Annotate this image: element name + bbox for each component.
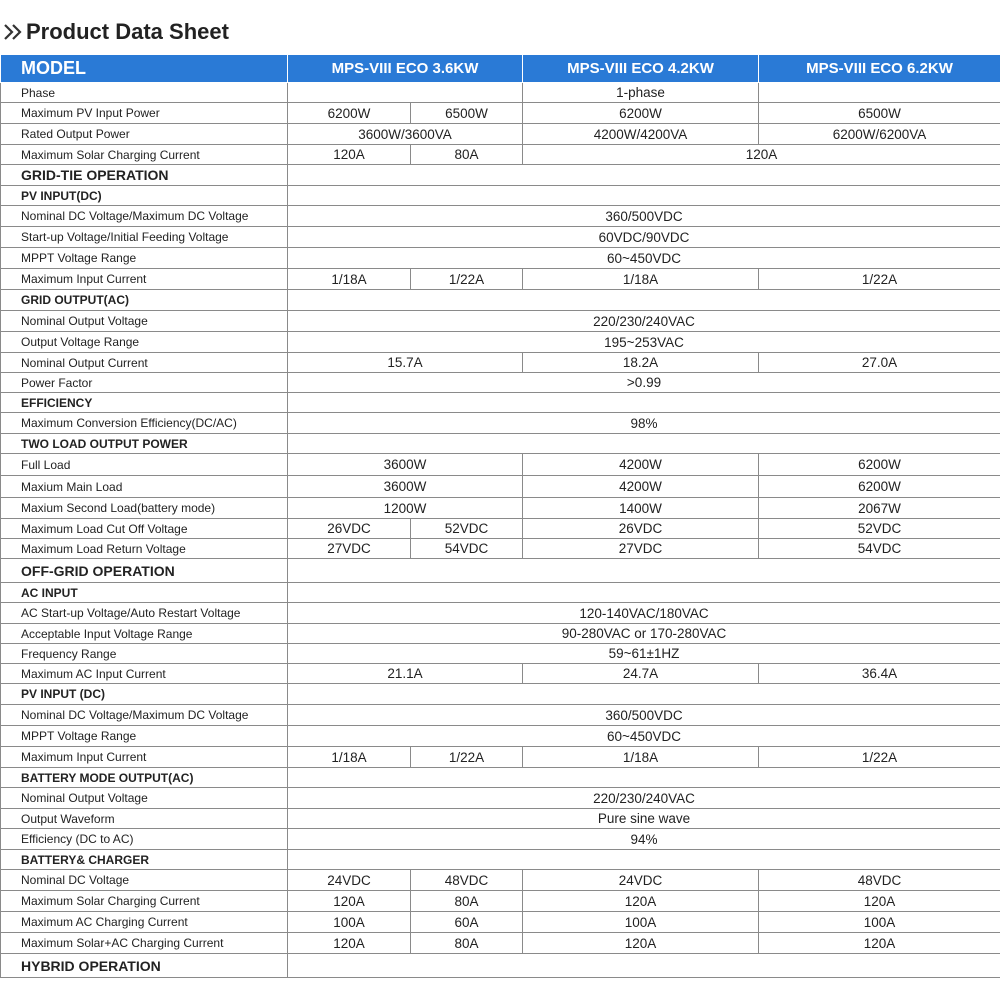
cell-value: 220/230/240VAC [288,788,1000,809]
cell-value: 1/22A [411,747,523,768]
cell-value: 120A [523,933,759,954]
cell-value: 120A [288,145,411,165]
row-label: Maximum PV Input Power [1,103,288,124]
subsection-title: BATTERY MODE OUTPUT(AC) [1,768,288,788]
cell-empty [288,684,1000,705]
row-label: Maximum Load Return Voltage [1,539,288,559]
cell-value: 1/22A [759,269,1000,290]
table-row [1,269,1000,290]
cell-empty [288,559,1000,583]
cell-value: 120A [288,933,411,954]
cell-value: 120A [759,933,1000,954]
subsection-title: PV INPUT(DC) [1,186,288,206]
cell-value: 90-280VAC or 170-280VAC [288,624,1000,644]
cell-value: 6500W [759,103,1000,124]
table-row [1,332,1000,353]
table-row [1,311,1000,332]
table-row [1,603,1000,624]
cell-empty [288,393,1000,413]
row-label: Maxium Second Load(battery mode) [1,498,288,519]
subsection-row [1,850,1000,870]
section-title: GRID-TIE OPERATION [1,165,288,186]
page-title: Product Data Sheet [26,19,229,44]
header-row [1,55,1000,83]
model-col-6-2kw: MPS-VIII ECO 6.2KW [759,55,1000,83]
subsection-title: PV INPUT (DC) [1,684,288,705]
row-label: Nominal DC Voltage [1,870,288,891]
cell-value: 54VDC [759,539,1000,559]
table-row [1,933,1000,954]
cell-value: 4200W [523,454,759,476]
cell-value: 80A [411,933,523,954]
section-title: HYBRID OPERATION [1,954,288,978]
row-label: Maximum Load Cut Off Voltage [1,519,288,539]
cell-value: 52VDC [759,519,1000,539]
row-label: Full Load [1,454,288,476]
cell-value: 1/18A [523,747,759,768]
row-label: Nominal Output Voltage [1,311,288,332]
table-row [1,891,1000,912]
subsection-title: AC INPUT [1,583,288,603]
subsection-row [1,434,1000,454]
cell-value: 3600W [288,476,523,498]
row-label: MPPT Voltage Range [1,248,288,269]
cell-value: 360/500VDC [288,206,1000,227]
subsection-row [1,290,1000,311]
subsection-row [1,684,1000,705]
cell-value: 27.0A [759,353,1000,373]
row-label: Maximum Solar+AC Charging Current [1,933,288,954]
table-row [1,103,1000,124]
cell-empty [759,83,1000,103]
cell-empty [288,583,1000,603]
cell-value: 26VDC [288,519,411,539]
cell-value: 36.4A [759,664,1000,684]
row-label: Output Voltage Range [1,332,288,353]
row-label: AC Start-up Voltage/Auto Restart Voltage [1,603,288,624]
table-row [1,498,1000,519]
cell-empty [288,434,1000,454]
cell-empty [288,83,523,103]
table-row [1,124,1000,145]
table-row [1,454,1000,476]
cell-value: 4200W [523,476,759,498]
table-row [1,870,1000,891]
double-chevron-right-icon [2,22,24,42]
cell-value: 6200W/6200VA [759,124,1000,145]
subsection-title: EFFICIENCY [1,393,288,413]
table-row [1,353,1000,373]
cell-value: 2067W [759,498,1000,519]
subsection-row [1,583,1000,603]
table-row [1,539,1000,559]
row-label: Phase [1,83,288,103]
row-label: Maximum Solar Charging Current [1,891,288,912]
table-row [1,248,1000,269]
row-label: Start-up Voltage/Initial Feeding Voltage [1,227,288,248]
cell-value: Pure sine wave [288,809,1000,829]
table-row [1,413,1000,434]
cell-value: 1200W [288,498,523,519]
model-col-3-6kw: MPS-VIII ECO 3.6KW [288,55,523,83]
subsection-row [1,186,1000,206]
cell-value: 120A [523,891,759,912]
table-row [1,705,1000,726]
row-label: Rated Output Power [1,124,288,145]
cell-value: 60A [411,912,523,933]
row-label: Maximum AC Charging Current [1,912,288,933]
cell-value: 4200W/4200VA [523,124,759,145]
table-row [1,829,1000,850]
subsection-title: TWO LOAD OUTPUT POWER [1,434,288,454]
row-label: Output Waveform [1,809,288,829]
table-row [1,227,1000,248]
cell-value: 15.7A [288,353,523,373]
cell-empty [288,954,1000,978]
cell-value: 48VDC [411,870,523,891]
section-row [1,954,1000,978]
row-label: Nominal DC Voltage/Maximum DC Voltage [1,705,288,726]
cell-value: 6200W [523,103,759,124]
cell-value: 360/500VDC [288,705,1000,726]
row-label: Nominal Output Voltage [1,788,288,809]
cell-value: 1/18A [523,269,759,290]
cell-value: 52VDC [411,519,523,539]
section-row [1,559,1000,583]
cell-value: 98% [288,413,1000,434]
cell-value: 60VDC/90VDC [288,227,1000,248]
cell-value: 100A [288,912,411,933]
table-row [1,206,1000,227]
cell-value: 24VDC [523,870,759,891]
cell-value: 6200W [288,103,411,124]
cell-value: 120A [288,891,411,912]
cell-value: 220/230/240VAC [288,311,1000,332]
cell-value: 120-140VAC/180VAC [288,603,1000,624]
table-row [1,726,1000,747]
cell-empty [288,850,1000,870]
subsection-title: GRID OUTPUT(AC) [1,290,288,311]
row-label: Efficiency (DC to AC) [1,829,288,850]
section-title: OFF-GRID OPERATION [1,559,288,583]
cell-value: 94% [288,829,1000,850]
table-row [1,519,1000,539]
subsection-row [1,768,1000,788]
row-label: Maxium Main Load [1,476,288,498]
row-label: Maximum Conversion Efficiency(DC/AC) [1,413,288,434]
cell-value: 21.1A [288,664,523,684]
cell-value: 60~450VDC [288,726,1000,747]
data-sheet-table [0,54,1000,978]
row-label: Acceptable Input Voltage Range [1,624,288,644]
table-row [1,747,1000,768]
cell-value: 100A [759,912,1000,933]
subsection-row [1,393,1000,413]
cell-value: 1400W [523,498,759,519]
cell-value: 1/22A [411,269,523,290]
model-col-4-2kw: MPS-VIII ECO 4.2KW [523,55,759,83]
row-label: MPPT Voltage Range [1,726,288,747]
cell-value: 120A [523,145,1000,165]
table-row [1,809,1000,829]
cell-value: 24VDC [288,870,411,891]
cell-value: 59~61±1HZ [288,644,1000,664]
cell-value: >0.99 [288,373,1000,393]
table-row [1,624,1000,644]
cell-value: 54VDC [411,539,523,559]
cell-value: 60~450VDC [288,248,1000,269]
cell-empty [288,186,1000,206]
row-label: Power Factor [1,373,288,393]
table-row [1,476,1000,498]
model-header: MODEL [1,55,288,83]
cell-empty [288,165,1000,186]
table-row [1,788,1000,809]
cell-value: 80A [411,891,523,912]
row-label: Maximum AC Input Current [1,664,288,684]
table-row [1,145,1000,165]
row-label: Nominal Output Current [1,353,288,373]
cell-value: 1/18A [288,269,411,290]
cell-value: 120A [759,891,1000,912]
cell-value: 6200W [759,454,1000,476]
row-label: Frequency Range [1,644,288,664]
cell-value: 195~253VAC [288,332,1000,353]
cell-value: 80A [411,145,523,165]
cell-value: 18.2A [523,353,759,373]
cell-value: 24.7A [523,664,759,684]
cell-value: 100A [523,912,759,933]
cell-value: 27VDC [288,539,411,559]
cell-value: 3600W/3600VA [288,124,523,145]
table-row [1,644,1000,664]
cell-value: 6200W [759,476,1000,498]
row-label: Maximum Input Current [1,747,288,768]
page-header [0,14,1000,50]
cell-value: 48VDC [759,870,1000,891]
cell-empty [288,768,1000,788]
cell-value: 26VDC [523,519,759,539]
table-row [1,912,1000,933]
cell-value: 1/18A [288,747,411,768]
table-row [1,373,1000,393]
cell-empty [288,290,1000,311]
cell-value: 27VDC [523,539,759,559]
row-label: Nominal DC Voltage/Maximum DC Voltage [1,206,288,227]
table-row [1,83,1000,103]
row-label: Maximum Solar Charging Current [1,145,288,165]
section-row [1,165,1000,186]
row-label: Maximum Input Current [1,269,288,290]
cell-value: 6500W [411,103,523,124]
table-row [1,664,1000,684]
cell-value: 1-phase [523,83,759,103]
cell-value: 1/22A [759,747,1000,768]
subsection-title: BATTERY& CHARGER [1,850,288,870]
cell-value: 3600W [288,454,523,476]
